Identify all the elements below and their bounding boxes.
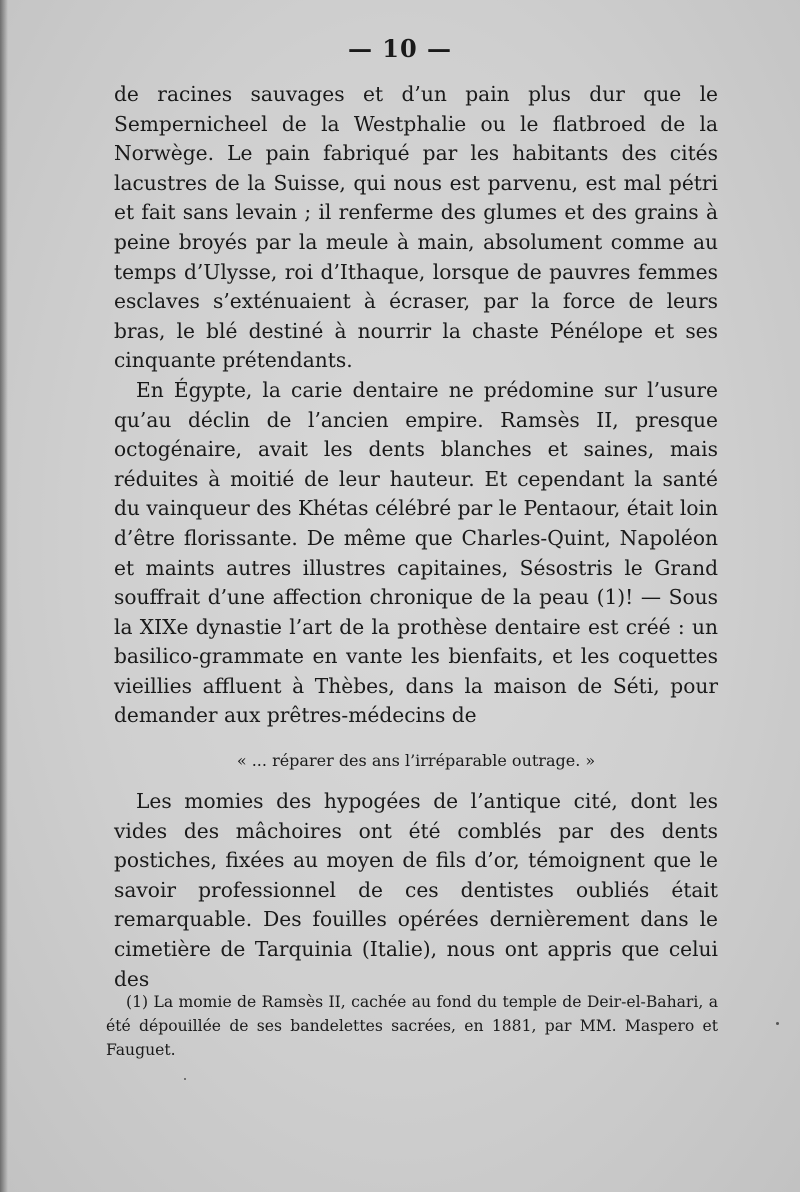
- main-text: [114, 80, 718, 731]
- footnote: [106, 990, 718, 1062]
- paragraph-2: En Égypte, la carie dentaire ne prédomine sur l’usure qu’au déclin de l’ancien empire. Ramsès II, presque octogénaire, avait les dents blanches et saines, mais réduites à moitié de leur hauteur. Et cependant la santé du vainqueur des Khétas célébré par le Pentaour, était loin d’être florissante. De même que Charles-Quint, Napoléon et maints autres illustres capitaines, Sésostris le Grand souffrait d’une affection chronique de la peau (1)! — Sous la XIXe dynastie l’art de la prothèse dentaire est créé : un basilico-grammate en vante les bienfaits, et les coquettes vieillies affluent à Thèbes, dans la maison de Séti, pour demander aux prêtres-médecins de: [114, 377, 718, 728]
- verse-quote: « ... réparer des ans l’irréparable outrage. »: [236, 751, 596, 770]
- paper-speck: [184, 1078, 186, 1080]
- paper-speck: [776, 1022, 779, 1025]
- paragraph-1: de racines sauvages et d’un pain plus dur que le Sempernicheel de la Westphalie ou le flatbroed de la Norwège. Le pain fabriqué par les habitants des cités lacustres de la Suisse, qui nous est parvenu, est mal pétri et fait sans levain ; il renferme des glumes et des grains à peine broyés par la meule à main, absolument comme au temps d’Ulysse, roi d’Ithaque, lorsque de pauvres femmes esclaves s’exténuaient à écraser, par la force de leurs bras, le blé destiné à nourrir la chaste Pénélope et ses cinquante prétendants.: [114, 82, 718, 373]
- paragraph-3: Les momies des hypogées de l’antique cité, dont les vides des mâchoires ont été comblés par des dents postiches, fixées au moyen de fils d’or, témoignent que le savoir professionnel de ces dentistes oubliés était remarquable. Des fouilles opérées dernièrement dans le cimetière de Tarquinia (Italie), nous ont appris que celui des: [114, 789, 718, 991]
- footnote-text: (1) La momie de Ramsès II, cachée au fond du temple de Deir-el-Bahari, a été dépouillée de ses bandelettes sacrées, en 1881, par MM. Maspero et Fauguet.: [106, 993, 718, 1059]
- main-text-continued: [114, 787, 718, 994]
- page-number: — 10 —: [347, 34, 453, 63]
